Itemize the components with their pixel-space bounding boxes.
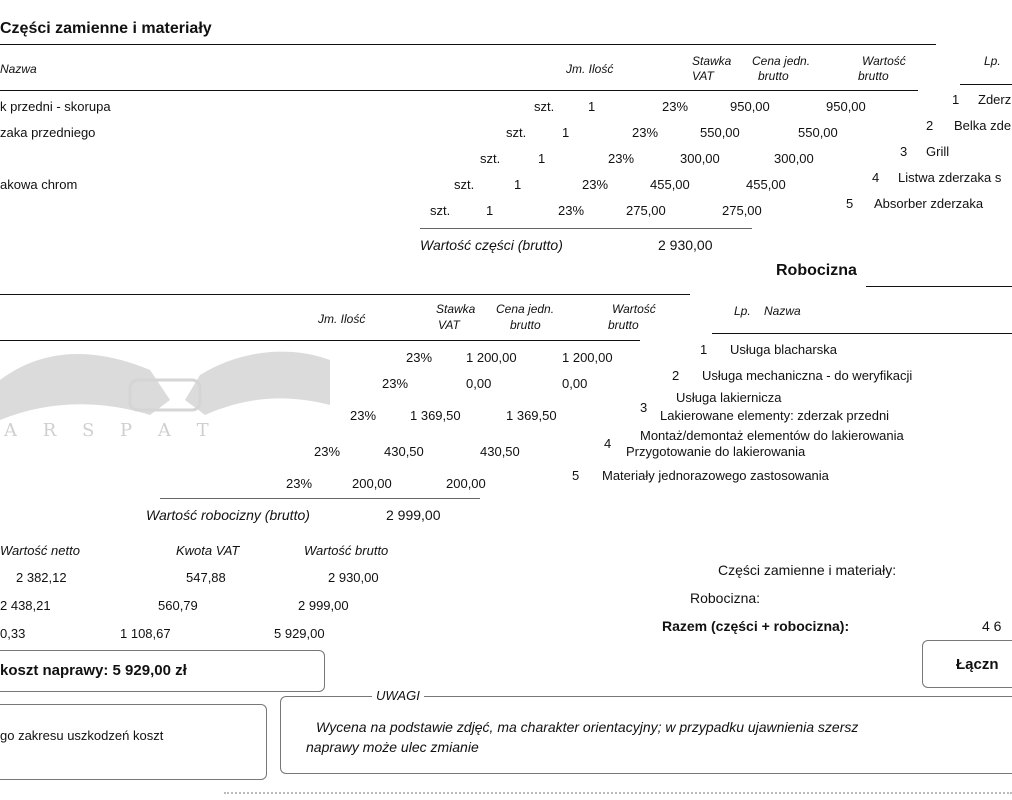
labor-right-line: Przygotowanie do lakierowania — [626, 444, 806, 459]
labor-right-lp: 5 — [572, 468, 580, 483]
summary-net: 2 438,21 — [0, 598, 51, 613]
parts-header-price-1: Cena jedn. — [752, 54, 811, 68]
part-price: 950,00 — [730, 99, 770, 114]
parts-header-value-1: Wartość — [862, 54, 906, 68]
labor-header-value-1: Wartość — [612, 302, 656, 316]
part-unit: szt. — [430, 203, 451, 218]
scope-note: go zakresu uszkodzeń koszt — [0, 728, 164, 743]
labor-price: 200,00 — [352, 476, 392, 491]
part-vat: 23% — [662, 99, 689, 114]
summary-net: 0,33 — [0, 626, 26, 641]
summary-net: 2 382,12 — [16, 570, 67, 585]
parts-total-label: Wartość części (brutto) — [420, 237, 563, 253]
notes-box — [280, 696, 1012, 774]
parts-header-vat-2: VAT — [692, 69, 714, 83]
part-vat: 23% — [582, 177, 609, 192]
summary-right-parts-label: Części zamienne i materiały: — [718, 562, 897, 578]
labor-right-line: Montaż/demontaż elementów do lakierowania — [640, 428, 904, 443]
labor-left-rule — [0, 294, 690, 295]
parts-right-lp: 1 — [952, 92, 960, 107]
summary-right-total-value: 4 6 — [982, 618, 1002, 634]
labor-vat: 23% — [350, 408, 377, 423]
parts-right-lp: 4 — [872, 170, 880, 185]
parts-header-lp: Lp. — [984, 54, 1001, 68]
parts-header-unit-qty: Jm. Ilość — [566, 62, 614, 76]
labor-header-unit-qty: Jm. Ilość — [318, 312, 366, 326]
notes-title: UWAGI — [372, 688, 424, 703]
parts-right-lp: 2 — [926, 118, 934, 133]
parts-right-name: Zderz — [978, 92, 1012, 107]
part-qty: 1 — [538, 151, 546, 166]
labor-price: 430,50 — [384, 444, 424, 459]
parts-right-name: Absorber zderzaka — [874, 196, 984, 211]
labor-right-line: Usługa mechaniczna - do weryfikacji — [702, 368, 913, 383]
summary-gross: 2 930,00 — [328, 570, 379, 585]
parts-header-value-2: brutto — [858, 69, 889, 83]
summary-header-net: Wartość netto — [0, 543, 80, 558]
part-value: 455,00 — [746, 177, 786, 192]
labor-price: 1 369,50 — [410, 408, 461, 423]
part-price: 455,00 — [650, 177, 690, 192]
parts-header-name: Nazwa — [0, 62, 37, 76]
parts-right-name: Grill — [926, 144, 950, 159]
part-vat: 23% — [632, 125, 659, 140]
part-unit: szt. — [480, 151, 501, 166]
labor-right-line: Usługa blacharska — [730, 342, 837, 357]
grand-total-label: Łączn — [956, 656, 999, 673]
labor-header-name: Nazwa — [764, 304, 801, 318]
part-vat: 23% — [608, 151, 635, 166]
part-value: 550,00 — [798, 125, 838, 140]
labor-title-rule — [866, 286, 1012, 287]
labor-total-value: 2 999,00 — [386, 507, 441, 523]
labor-header-vat-1: Stawka — [436, 302, 476, 316]
parts-total-rule — [420, 228, 752, 229]
part-qty: 1 — [588, 99, 596, 114]
part-name: k przedni - skorupa — [0, 99, 111, 114]
part-price: 275,00 — [626, 203, 666, 218]
labor-total-rule — [160, 498, 480, 499]
parts-header-price-2: brutto — [758, 69, 789, 83]
watermark-text: A R S P A T — [4, 420, 219, 441]
parts-title: Części zamienne i materiały — [0, 20, 212, 37]
part-qty: 1 — [562, 125, 570, 140]
summary-right-total-label: Razem (części + robocizna): — [662, 618, 850, 634]
labor-vat: 23% — [286, 476, 313, 491]
summary-right-labor-label: Robocizna: — [690, 590, 761, 606]
part-price: 550,00 — [700, 125, 740, 140]
notes-text-line2: naprawy może ulec zmianie — [306, 739, 479, 755]
labor-value: 1 200,00 — [562, 350, 613, 365]
labor-header-value-2: brutto — [608, 318, 639, 332]
summary-gross: 2 999,00 — [298, 598, 349, 613]
labor-vat: 23% — [406, 350, 433, 365]
labor-header-vat-2: VAT — [438, 318, 460, 332]
part-vat: 23% — [558, 203, 585, 218]
part-price: 300,00 — [680, 151, 720, 166]
summary-vat: 1 108,67 — [120, 626, 171, 641]
labor-price: 1 200,00 — [466, 350, 517, 365]
part-unit: szt. — [454, 177, 475, 192]
parts-title-rule — [0, 44, 936, 45]
part-qty: 1 — [486, 203, 494, 218]
labor-right-line: Usługa lakiernicza — [676, 390, 782, 405]
part-unit: szt. — [506, 125, 527, 140]
labor-vat: 23% — [314, 444, 341, 459]
labor-right-lp: 3 — [640, 400, 648, 415]
labor-right-header-rule — [712, 333, 1012, 334]
parts-total-value: 2 930,00 — [658, 237, 713, 253]
summary-header-gross: Wartość brutto — [304, 543, 389, 558]
labor-total-label: Wartość robocizny (brutto) — [146, 507, 310, 523]
watermark-logo — [0, 340, 330, 460]
part-name: akowa chrom — [0, 177, 78, 192]
part-unit: szt. — [534, 99, 555, 114]
labor-right-lp: 4 — [604, 436, 612, 451]
labor-value: 200,00 — [446, 476, 486, 491]
parts-right-lp: 5 — [846, 196, 854, 211]
part-name: zaka przedniego — [0, 125, 96, 140]
labor-right-lp: 2 — [672, 368, 680, 383]
footer-dotted-rule — [224, 792, 1012, 794]
labor-value: 430,50 — [480, 444, 520, 459]
labor-header-price-2: brutto — [510, 318, 541, 332]
summary-gross: 5 929,00 — [274, 626, 325, 641]
labor-right-line: Materiały jednorazowego zastosowania — [602, 468, 829, 483]
parts-header-rule — [0, 90, 918, 91]
parts-right-name: Belka zde — [954, 118, 1012, 133]
summary-vat: 547,88 — [186, 570, 226, 585]
labor-right-line: Lakierowane elementy: zderzak przedni — [660, 408, 890, 423]
notes-text-line1: Wycena na podstawie zdjęć, ma charakter orientacyjny; w przypadku ujawnienia szersz — [316, 719, 859, 735]
labor-header-rule — [0, 340, 640, 341]
labor-vat: 23% — [382, 376, 409, 391]
labor-header-lp: Lp. — [734, 304, 751, 318]
repair-cost: koszt naprawy: 5 929,00 zł — [0, 662, 187, 679]
parts-right-name: Listwa zderzaka s — [898, 170, 1002, 185]
summary-header-vat: Kwota VAT — [176, 543, 240, 558]
part-value: 950,00 — [826, 99, 866, 114]
labor-value: 1 369,50 — [506, 408, 557, 423]
part-value: 300,00 — [774, 151, 814, 166]
parts-right-header-rule — [960, 84, 1012, 85]
labor-header-price-1: Cena jedn. — [496, 302, 555, 316]
labor-title: Robocizna — [776, 262, 857, 279]
part-qty: 1 — [514, 177, 522, 192]
summary-vat: 560,79 — [158, 598, 198, 613]
labor-value: 0,00 — [562, 376, 588, 391]
labor-price: 0,00 — [466, 376, 492, 391]
parts-header-vat-1: Stawka — [692, 54, 732, 68]
parts-right-lp: 3 — [900, 144, 908, 159]
part-value: 275,00 — [722, 203, 762, 218]
labor-right-lp: 1 — [700, 342, 708, 357]
